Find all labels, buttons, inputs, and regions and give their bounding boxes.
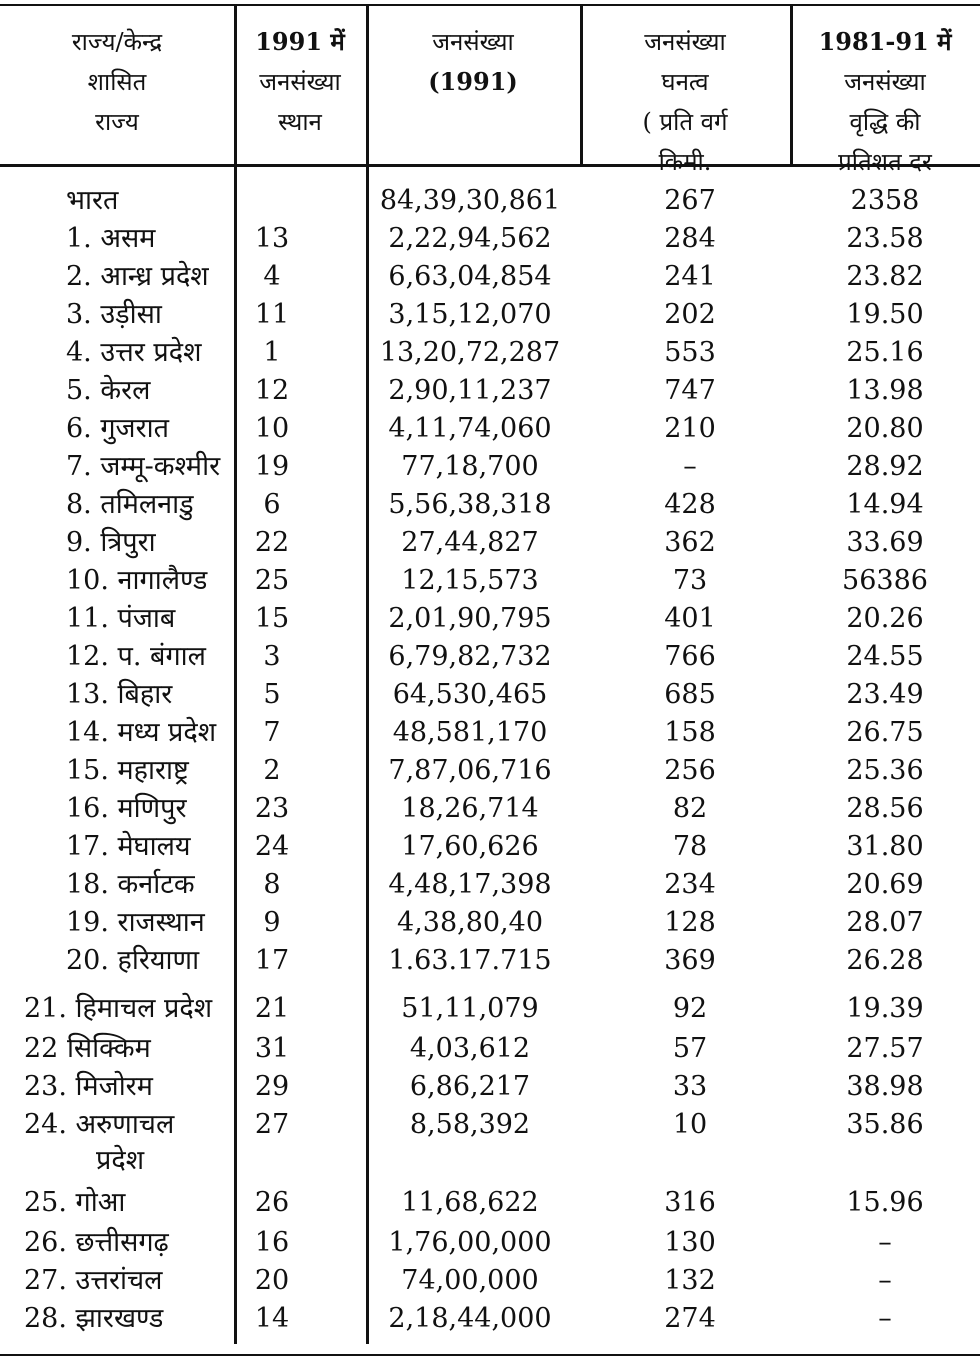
table-row [0, 448, 980, 486]
growth-rate: 56386 [842, 565, 928, 596]
population-value: 84,39,30,861 [379, 185, 561, 216]
table-row [0, 942, 980, 980]
table-row [0, 752, 980, 790]
population-rank: 25 [254, 565, 290, 596]
population-value: 51,11,079 [401, 993, 539, 1024]
state-name: 28. झारखण्ड [24, 1303, 164, 1334]
density-value: 57 [672, 1033, 708, 1064]
growth-rate: 24.55 [846, 641, 924, 672]
header-density [580, 22, 790, 182]
growth-rate: 2358 [850, 185, 920, 216]
state-name: 25. गोआ [24, 1187, 126, 1218]
population-rank: 4 [263, 261, 281, 292]
table-row [0, 372, 980, 410]
table-row [0, 562, 980, 600]
growth-rate: 25.16 [846, 337, 924, 368]
density-value: 10 [672, 1109, 708, 1140]
header-growth-line-3: वृद्धि की [849, 108, 921, 136]
table-row [0, 410, 980, 448]
density-value: 241 [664, 261, 716, 292]
density-value: 267 [664, 185, 716, 216]
population-rank: 24 [254, 831, 290, 862]
density-value: 274 [664, 1303, 716, 1334]
population-value: 2,90,11,237 [388, 375, 552, 406]
population-value: 3,15,12,070 [388, 299, 552, 330]
table-row [0, 714, 980, 752]
population-value: 2,18,44,000 [388, 1303, 552, 1334]
population-rank: 29 [254, 1071, 290, 1102]
population-value: 2,22,94,562 [388, 223, 552, 254]
growth-rate: 28.56 [846, 793, 924, 824]
density-value: 766 [664, 641, 716, 672]
population-value: 18,26,714 [401, 793, 539, 824]
state-name: 24. अरुणाचल [24, 1109, 175, 1140]
population-rank: 19 [254, 451, 290, 482]
density-value: 256 [664, 755, 716, 786]
density-value: 132 [664, 1265, 716, 1296]
density-value: 128 [664, 907, 716, 938]
population-rank: 16 [254, 1227, 290, 1258]
table-row [0, 220, 980, 258]
population-value: 4,38,80,40 [397, 907, 543, 938]
population-rank: 23 [254, 793, 290, 824]
growth-rate: – [878, 1227, 892, 1258]
header-state-line-3: राज्य [95, 108, 139, 136]
density-value: 78 [672, 831, 708, 862]
state-name: 4. उत्तर प्रदेश [66, 337, 202, 368]
population-rank [236, 182, 308, 220]
table-row [0, 828, 980, 866]
state-name: 26. छत्तीसगढ़ [24, 1227, 169, 1258]
population-value [370, 1142, 570, 1180]
state-name: 16. मणिपुर [66, 793, 187, 824]
population-rank: 10 [254, 413, 290, 444]
population-rank: 5 [263, 679, 281, 710]
population-rank: 8 [263, 869, 281, 900]
density-value: 33 [672, 1071, 708, 1102]
header-growth-line-4: प्रतिशत दर [838, 148, 932, 176]
header-state-line-1: राज्य/केन्द्र [71, 28, 163, 56]
state-name: भारत [66, 185, 119, 216]
population-value: 5,56,38,318 [388, 489, 552, 520]
population-rank: 27 [254, 1109, 290, 1140]
density-value [610, 1142, 770, 1180]
population-rank: 7 [263, 717, 281, 748]
population-rank: 2 [263, 755, 281, 786]
growth-rate: – [878, 1265, 892, 1296]
density-value: 234 [664, 869, 716, 900]
population-rank: 13 [254, 223, 290, 254]
header-rank-line-1: 1991 में [255, 27, 345, 56]
table-row [0, 990, 980, 1028]
growth-rate: 20.69 [846, 869, 924, 900]
population-rank: 11 [254, 299, 290, 330]
table-row [0, 866, 980, 904]
header-growth-line-1: 1981-91 में [818, 27, 952, 56]
population-rank: 17 [254, 945, 290, 976]
state-name: 15. महाराष्ट्र [66, 755, 189, 786]
table-row [0, 1184, 980, 1222]
population-value: 11,68,622 [401, 1187, 539, 1218]
growth-rate [800, 1142, 970, 1180]
header-population-line-2: (1991) [428, 67, 518, 96]
table-row [0, 1224, 980, 1262]
table-row [0, 524, 980, 562]
state-name: 14. मध्य प्रदेश [66, 717, 217, 748]
density-value: 82 [672, 793, 708, 824]
state-name: 13. बिहार [66, 679, 173, 710]
growth-rate: 23.49 [846, 679, 924, 710]
growth-rate: 28.07 [846, 907, 924, 938]
header-state-line-2: शासित [87, 68, 147, 96]
growth-rate: 15.96 [846, 1187, 924, 1218]
state-name: 23. मिजोरम [24, 1071, 153, 1102]
header-growth [790, 22, 980, 182]
table-row [0, 790, 980, 828]
population-rank: 12 [254, 375, 290, 406]
state-name: 8. तमिलनाडु [66, 489, 194, 520]
growth-rate: 33.69 [846, 527, 924, 558]
table-row [0, 182, 980, 220]
growth-rate: 26.75 [846, 717, 924, 748]
header-rank [234, 22, 366, 142]
density-value: 369 [664, 945, 716, 976]
state-name: 5. केरल [66, 375, 151, 406]
population-value: 6,86,217 [409, 1071, 531, 1102]
growth-rate: 31.80 [846, 831, 924, 862]
state-name: 9. त्रिपुरा [66, 527, 156, 558]
growth-rate: 35.86 [846, 1109, 924, 1140]
state-name: 1. असम [66, 223, 156, 254]
state-name: 6. गुजरात [66, 413, 170, 444]
growth-rate: 38.98 [846, 1071, 924, 1102]
growth-rate: 23.58 [846, 223, 924, 254]
density-value: 158 [664, 717, 716, 748]
state-name: 2. आन्ध्र प्रदेश [66, 261, 209, 292]
header-density-line-2: घनत्व [661, 68, 709, 96]
population-rank: 31 [254, 1033, 290, 1064]
growth-rate: 14.94 [846, 489, 924, 520]
growth-rate: 19.50 [846, 299, 924, 330]
state-name: 3. उड़ीसा [66, 299, 162, 330]
population-value: 27,44,827 [401, 527, 539, 558]
population-value: 2,01,90,795 [388, 603, 552, 634]
growth-rate: 20.26 [846, 603, 924, 634]
state-name: 10. नागालैण्ड [66, 565, 208, 596]
table-row [0, 904, 980, 942]
header-rank-line-3: स्थान [278, 108, 322, 136]
table-row [0, 334, 980, 372]
table-row [0, 1262, 980, 1300]
table-row [0, 1142, 980, 1180]
header-density-line-3: ( प्रति वर्ग [642, 108, 728, 136]
state-name: 11. पंजाब [66, 603, 176, 634]
state-name: 12. प. बंगाल [66, 641, 206, 672]
table-row [0, 1300, 980, 1338]
state-name: 7. जम्मू-कश्मीर [66, 451, 221, 482]
population-value: 74,00,000 [401, 1265, 539, 1296]
table-row [0, 1106, 980, 1144]
table-row [0, 296, 980, 334]
header-rank-line-2: जनसंख्या [259, 68, 341, 96]
population-value: 1.63.17.715 [388, 945, 552, 976]
growth-rate: 26.28 [846, 945, 924, 976]
density-value: – [683, 451, 697, 482]
population-rank: 1 [263, 337, 281, 368]
header-density-line-1: जनसंख्या [644, 28, 726, 56]
population-rank: 26 [254, 1187, 290, 1218]
table-row [0, 486, 980, 524]
population-value: 7,87,06,716 [388, 755, 552, 786]
density-value: 553 [664, 337, 716, 368]
population-rank: 20 [254, 1265, 290, 1296]
population-value: 13,20,72,287 [379, 337, 561, 368]
population-value: 17,60,626 [401, 831, 539, 862]
table-row [0, 600, 980, 638]
table-row [0, 1068, 980, 1106]
population-value: 4,11,74,060 [388, 413, 552, 444]
state-name: 21. हिमाचल प्रदेश [24, 993, 213, 1024]
table-row [0, 638, 980, 676]
state-name: प्रदेश [96, 1145, 145, 1176]
density-value: 401 [664, 603, 716, 634]
header-growth-line-2: जनसंख्या [844, 68, 926, 96]
density-value: 130 [664, 1227, 716, 1258]
table-row [0, 676, 980, 714]
header-density-line-4: किमी. [658, 148, 712, 176]
population-rank: 21 [254, 993, 290, 1024]
population-value: 6,63,04,854 [388, 261, 552, 292]
state-name: 20. हरियाणा [66, 945, 200, 976]
growth-rate: 19.39 [846, 993, 924, 1024]
density-value: 747 [664, 375, 716, 406]
growth-rate: 23.82 [846, 261, 924, 292]
population-value: 1,76,00,000 [388, 1227, 552, 1258]
population-value: 8,58,392 [409, 1109, 531, 1140]
growth-rate: 25.36 [846, 755, 924, 786]
header-state [0, 22, 234, 142]
population-value: 4,03,612 [409, 1033, 531, 1064]
state-name: 27. उत्तरांचल [24, 1265, 163, 1296]
population-value: 4,48,17,398 [388, 869, 552, 900]
density-value: 316 [664, 1187, 716, 1218]
header-population-line-1: जनसंख्या [432, 28, 514, 56]
top-rule [0, 4, 980, 6]
density-value: 685 [664, 679, 716, 710]
density-value: 362 [664, 527, 716, 558]
growth-rate: 28.92 [846, 451, 924, 482]
population-value: 48,581,170 [392, 717, 548, 748]
density-value: 92 [672, 993, 708, 1024]
state-name: 18. कर्नाटक [66, 869, 195, 900]
growth-rate: 20.80 [846, 413, 924, 444]
population-rank: 22 [254, 527, 290, 558]
density-value: 73 [672, 565, 708, 596]
state-name: 19. राजस्थान [66, 907, 205, 938]
bottom-rule [0, 1354, 980, 1356]
growth-rate: 27.57 [846, 1033, 924, 1064]
density-value: 428 [664, 489, 716, 520]
density-value: 202 [664, 299, 716, 330]
growth-rate: – [878, 1303, 892, 1334]
population-rank: 9 [263, 907, 281, 938]
population-rank: 3 [263, 641, 281, 672]
population-rank: 6 [263, 489, 281, 520]
density-value: 210 [664, 413, 716, 444]
population-rank: 14 [254, 1303, 290, 1334]
population-value: 12,15,573 [401, 565, 539, 596]
table-row [0, 258, 980, 296]
density-value: 284 [664, 223, 716, 254]
population-value: 77,18,700 [401, 451, 539, 482]
state-name: 22 सिक्किम [24, 1033, 151, 1064]
population-rank [236, 1142, 308, 1180]
population-value: 6,79,82,732 [388, 641, 552, 672]
population-rank: 15 [254, 603, 290, 634]
header-population [366, 22, 580, 102]
growth-rate: 13.98 [846, 375, 924, 406]
state-name: 17. मेघालय [66, 831, 191, 862]
table-row [0, 1030, 980, 1068]
population-value: 64,530,465 [392, 679, 548, 710]
